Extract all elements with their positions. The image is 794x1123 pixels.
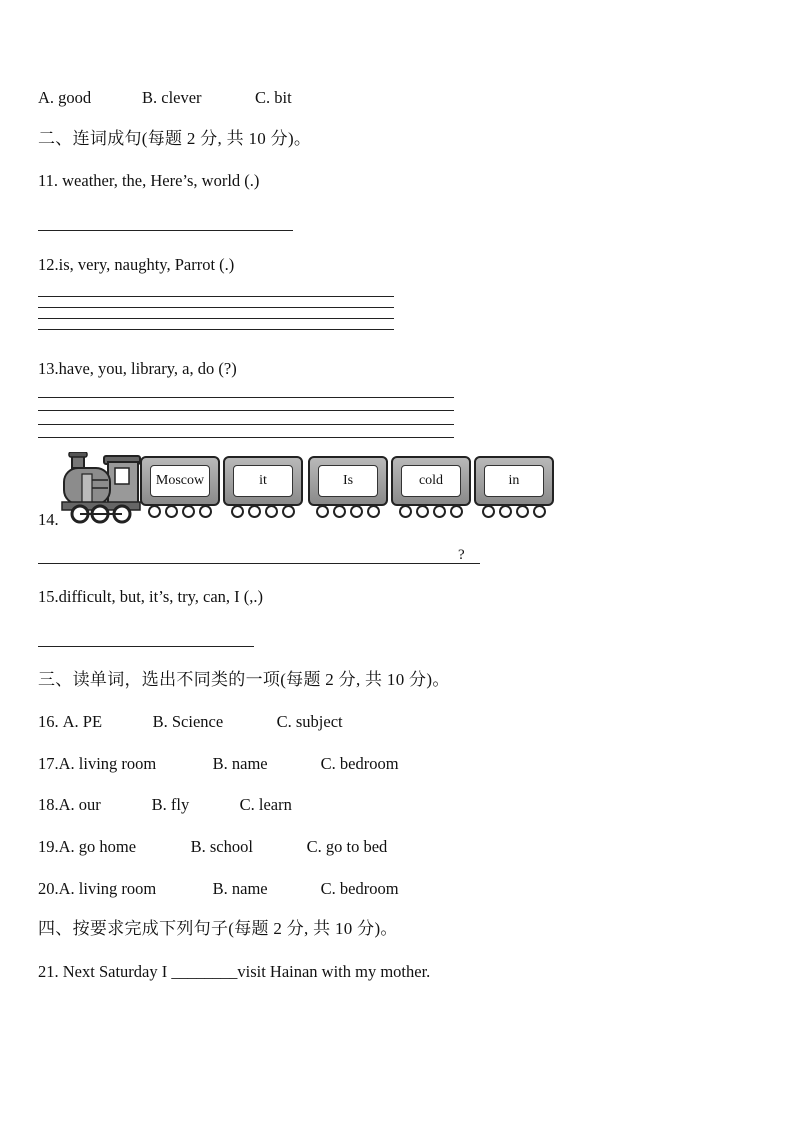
train-car-3 (308, 456, 388, 506)
wheel-icon (533, 505, 546, 518)
wheel-icon (416, 505, 429, 518)
train-word-2: it (233, 465, 293, 497)
train-car-2 (223, 456, 303, 506)
wheel-icon (148, 505, 161, 518)
q19-option-a: A. go home (58, 837, 137, 856)
q15-prompt: 15.difficult, but, it’s, try, can, I (,.) (38, 587, 263, 606)
q19-option-b: B. school (190, 837, 253, 856)
answer-line[interactable] (38, 410, 454, 411)
q18-option-a: A. our (58, 795, 101, 814)
train-word-5: in (484, 465, 544, 497)
q16-row (38, 712, 343, 732)
section3-title: 三、读单词，选出不同类的一项(每题 2 分, 共 10 分)。 (38, 670, 450, 689)
locomotive-icon (60, 452, 144, 526)
q20-row (38, 879, 399, 899)
q18-number: 18. (38, 795, 59, 814)
q18-option-c: C. learn (239, 795, 292, 814)
q19-option-c: C. go to bed (306, 837, 388, 856)
wheel-icon (482, 505, 495, 518)
q12-prompt: 12.is, very, naughty, Parrot (.) (38, 255, 235, 274)
answer-line[interactable] (38, 307, 394, 308)
q21-blank[interactable]: ________ (171, 962, 238, 981)
q18-row (38, 795, 292, 815)
train-car-4 (391, 456, 471, 506)
q13-prompt: 13.have, you, library, a, do (?) (38, 359, 237, 378)
q20-number: 20. (38, 879, 59, 898)
q19-row (38, 837, 387, 857)
answer-line[interactable] (38, 329, 394, 330)
q16-option-b: B. Science (152, 712, 224, 731)
q14-end-mark: ? (458, 547, 465, 563)
wheel-icon (231, 505, 244, 518)
answer-line[interactable] (38, 397, 454, 398)
section4-title: 四、按要求完成下列句子(每题 2 分, 共 10 分)。 (38, 919, 398, 938)
train-word-1: Moscow (150, 465, 210, 497)
q17-option-b: B. name (212, 754, 268, 773)
q19-number: 19. (38, 837, 59, 856)
answer-line[interactable] (38, 318, 394, 319)
wheel-icon (450, 505, 463, 518)
q15-answer-line[interactable] (38, 646, 254, 647)
q10-option-b: B. clever (142, 88, 202, 107)
q20-option-a: A. living room (58, 879, 157, 898)
wheel-icon (182, 505, 195, 518)
answer-line[interactable] (38, 437, 454, 438)
wheel-icon (333, 505, 346, 518)
q14-label: 14. (38, 510, 59, 529)
wheel-icon (265, 505, 278, 518)
train-car-1 (140, 456, 220, 506)
q18-option-b: B. fly (151, 795, 190, 814)
q10-option-a: A. good (38, 88, 92, 107)
answer-line[interactable] (38, 424, 454, 425)
q16-option-a: A. PE (62, 712, 103, 731)
q10-options (38, 88, 292, 108)
wheel-icon (165, 505, 178, 518)
q16-number: 16. (38, 712, 59, 731)
q21-sentence (38, 962, 430, 982)
wheel-icon (367, 505, 380, 518)
wheel-icon (282, 505, 295, 518)
q17-number: 17. (38, 754, 59, 773)
q14-answer-line[interactable] (38, 563, 480, 564)
q10-option-c: C. bit (255, 88, 292, 107)
wheel-icon (248, 505, 261, 518)
train-car-5 (474, 456, 554, 506)
wheel-icon (350, 505, 363, 518)
wheel-icon (316, 505, 329, 518)
answer-line[interactable] (38, 296, 394, 297)
q20-option-b: B. name (212, 879, 268, 898)
q11-prompt: 11. weather, the, Here’s, world (.) (38, 171, 260, 190)
wheel-icon (199, 505, 212, 518)
train-word-3: Is (318, 465, 378, 497)
q20-option-c: C. bedroom (320, 879, 399, 898)
q21-text-before: 21. Next Saturday I (38, 962, 172, 981)
wheel-icon (399, 505, 412, 518)
train-word-4: cold (401, 465, 461, 497)
q17-option-c: C. bedroom (320, 754, 399, 773)
wheel-icon (499, 505, 512, 518)
q16-option-c: C. subject (276, 712, 343, 731)
q11-answer-line[interactable] (38, 230, 293, 231)
q17-option-a: A. living room (58, 754, 157, 773)
q17-row (38, 754, 399, 774)
q21-text-after: visit Hainan with my mother. (237, 962, 431, 981)
wheel-icon (516, 505, 529, 518)
wheel-icon (433, 505, 446, 518)
section2-title: 二、连词成句(每题 2 分, 共 10 分)。 (38, 129, 312, 148)
